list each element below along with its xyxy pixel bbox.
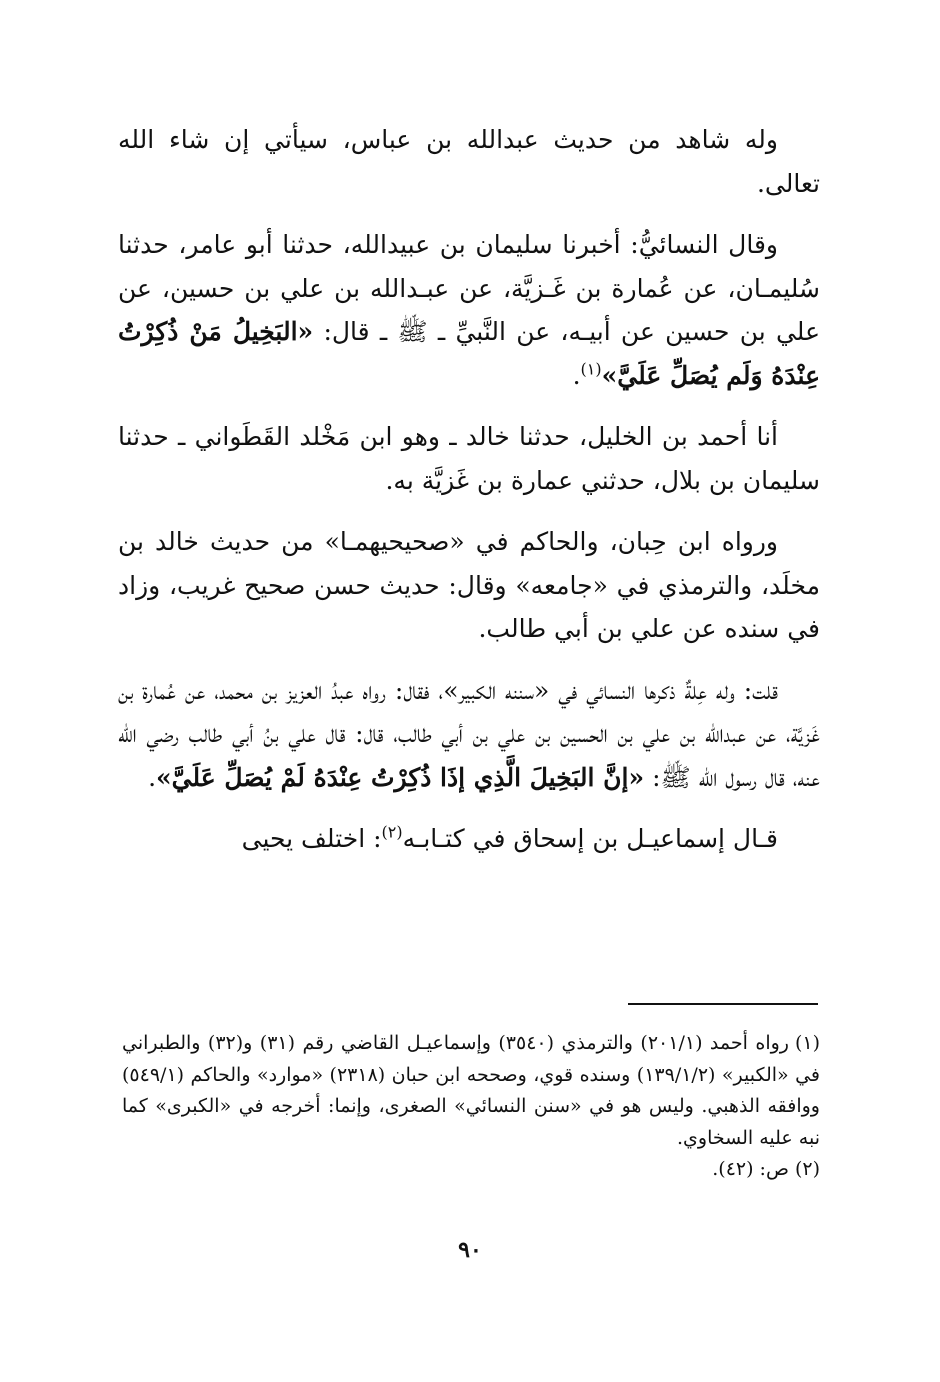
footnotes — [122, 1028, 820, 1186]
paragraph-isnad — [118, 415, 820, 502]
paragraph-nasai — [118, 223, 820, 397]
paragraph-riwayah — [118, 520, 820, 651]
footnote-2 — [122, 1154, 820, 1186]
hadith-text-1: «البَخِيلُ مَنْ ذُكِرْتُ عِنْدَهُ وَلَم يُصَلِّ عَلَيَّ» — [118, 317, 820, 390]
paragraph-illah-intro: قلت: وله عِلةٌ ذكرها النسائي في «سننه الكبير»، فقال: رواه عبدُ العزيز بن محمد، عن عُمارة بن غَزيَّة، عن عبدالله بن علي بن الحسين بن علي بن أبي طالب، قال: قال علي بنُ أبي طالب رضي الله عنه، قال رسول الله ﷺ: — [118, 675, 820, 792]
paragraph-ismail-intro: قـال إسماعيـل بن إسحاق في كتـابـه — [402, 824, 778, 853]
footnote-ref-2: (٢) — [381, 822, 403, 842]
paragraph-shahid — [118, 118, 820, 205]
paragraph-ismail-end: : اختلف يحيى — [241, 824, 382, 853]
footnote-1-number: (١) — [794, 1032, 821, 1054]
page-number: ٩٠ — [458, 1237, 482, 1263]
paragraph-shahid-text: وله شاهد من حديث عبدالله بن عباس، سيأتي إن شاء الله تعالى. — [118, 125, 820, 198]
hadith-text-2: «إنَّ البَخِيلَ الَّذِي إذَا ذُكِرْتُ عِنْدَهُ لَمْ يُصَلِّ عَلَيَّ» — [156, 762, 645, 792]
paragraph-riwayah-text: ورواه ابن حِبان، والحاكم في «صحيحيهمـا» من حديث خالد بن مخلَد، والترمذي في «جامعه» وقال: حديث حسن صحيح غريب، وزاد في سنده عن علي بن أبي طالب. — [118, 527, 820, 643]
footnote-divider — [628, 1003, 818, 1005]
paragraph-isnad-text: أنا أحمد بن الخليل، حدثنا خالد ـ وهو ابن مَخْلد القَطَواني ـ حدثنا سليمان بن بلال، حدثني عمارة بن غَزيَّة به. — [118, 422, 820, 495]
footnote-2-number: (٢) — [794, 1158, 820, 1180]
main-text — [118, 118, 820, 879]
footnote-1-text: رواه أحمد (٢٠١/١) والترمذي (٣٥٤٠) وإسماعيـل القاضي رقم (٣١) و(٣٢) والطبراني في «الكبير» (١٣٩/١/٢) وسنده قوي، وصححه ابن حبان (٢٣١٨) «موارد» والحاكم (٥٤٩/١) ووافقه الذهبي. وليس هو في «سنن النسائي» الصغرى، وإنما: أخرجه في «الكبرى» كما نبه عليه السخاوي. — [122, 1032, 821, 1149]
paragraph-nasai-intro: وقال النسائيُّ: أخبرنا سليمان بن عبيدالله، حدثنا أبو عامر، حدثنا سُليمـان، عن عُمارة بن غَـزيَّة، عن عبـدالله بن علي بن حسين، عن علي بن حسين عن أبيـه، عن النَّبيِّ ـ ﷺ ـ قال: — [118, 230, 821, 346]
paragraph-illah-end: . — [148, 762, 157, 792]
paragraph-illah — [118, 669, 820, 800]
paragraph-ismail — [118, 817, 820, 861]
footnote-2-text: ص: (٤٢). — [712, 1158, 789, 1180]
footnote-ref-1: (١) — [580, 359, 602, 379]
footnote-1 — [122, 1028, 820, 1154]
paragraph-nasai-end: . — [572, 360, 581, 390]
